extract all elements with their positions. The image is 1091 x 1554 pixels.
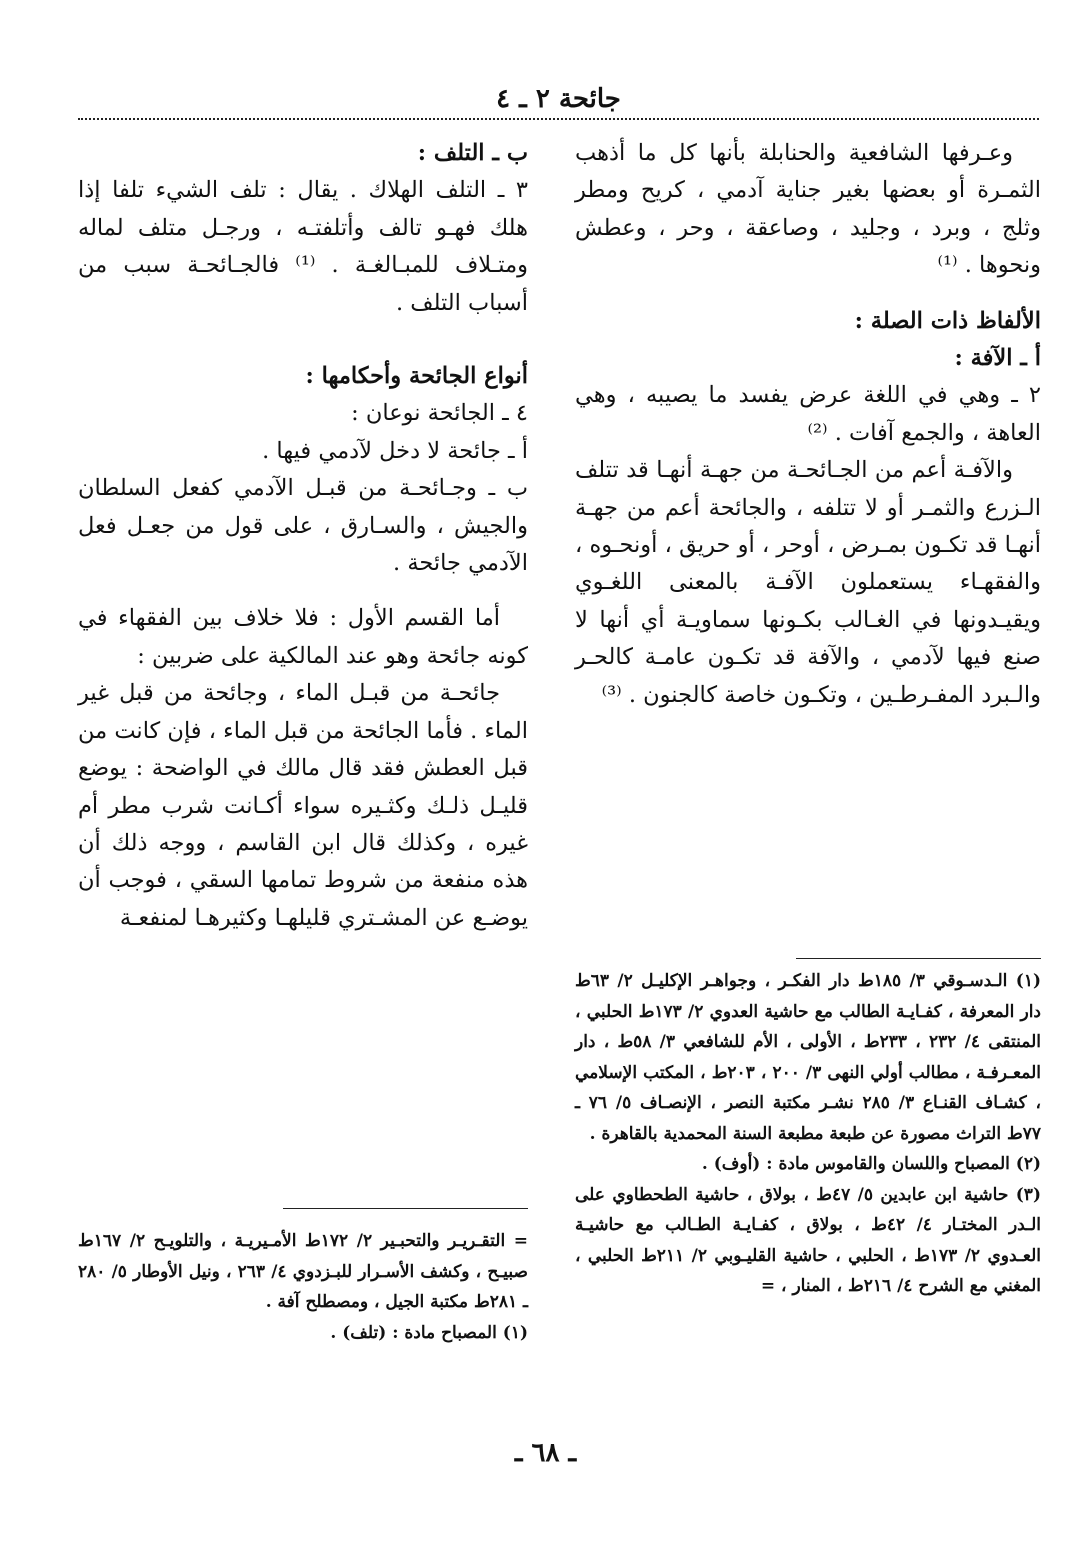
- type-a: أ ـ جائحة لا دخل لآدمي فيها .: [262, 437, 528, 464]
- paragraph-afa-comparison: والآفـة أعم من الجـائحـة من جهـة أنهـا قد تتلف الـزرع والثمـر أو لا تتلفه ، والجائحة أعم من جهـة أنهـا قد تكـون بمـرض ، أوحر ، أو حريق ، أونحـوه ، والفقهـاء يستعملون الآفـة بالمعنى اللغـوي ويقيـدونها في الغـالب بكـونها سماويـة أي أنها لا صنع فيها لآدمي ، والآفة قد تكـون عامـة كالحـر والـبرد المفـرطـين ، وتكـون خاصة كالجنون . ⁽³⁾: [575, 457, 1041, 708]
- paragraph-two-kinds: جائحـة من قبـل الماء ، وجائحة من قبل غير الماء . فأما الجائحة من قبل الماء ، فإن كانت من قبل العطش فقد قال مالك في الواضحة : يوضع قليـل ذلـك وكثـيره سواء أكـانت شرب مطر أم غيره ، وكذلك قال ابن القاسم ، ووجه ذلك أن هذه منفعة من شروط تمامها السقي ، فوجب أن يوضـع عن المشـتري قليلهـا وكثيرهـا لمنفعـة: [78, 680, 528, 931]
- heading-afa: أ ـ الآفة :: [954, 345, 1041, 372]
- footnote-item: (١) المصباح مادة : (تلف) .: [330, 1322, 528, 1343]
- heading-types: أنواع الجائحة وأحكامها :: [305, 363, 528, 390]
- paragraph-4: ٤ ـ الجائحة نوعان :: [351, 400, 528, 427]
- type-b: ب ـ وجـائحـة من قبـل الآدمي كفعل السلطان والجيش ، والسـارق ، على قول من جعـل فعل الآدمي جائحة .: [78, 475, 528, 577]
- right-column: [575, 135, 1041, 714]
- paragraph-3: ٣ ـ التلف الهلاك . يقال : تلف الشيء تلفا إذا هلك فهـو تالف وأتلفتـه ، ورجـل متلف لماله ومتـلاف للمبـالغـة . ⁽¹⁾ فالجـائحـة سبب من أسباب التلف .: [78, 177, 528, 316]
- heading-related-terms: الألفاظ ذات الصلة :: [854, 307, 1041, 334]
- footnote-separator-right: [796, 958, 1041, 959]
- heading-talaf: ب ـ التلف :: [417, 140, 528, 166]
- paragraph-definition: وعـرفها الشافعية والحنابلة بأنها كل ما أذهب الثمـرة أو بعضها بغير جناية آدمي ، كريح ومطر وثلج ، وبرد ، وجليد ، وصاعقة ، وحر ، وعطش ونحوها . ⁽¹⁾: [575, 140, 1041, 279]
- header-dotted-rule: [78, 118, 1039, 120]
- footnotes-right: [575, 966, 1041, 1302]
- page-number: ـ ٦٨ ـ: [514, 1438, 577, 1468]
- paragraph-first-section: أما القسم الأول : فلا خلاف بين الفقهاء في كونه جائحة وهو عند المالكية على ضربين :: [78, 605, 528, 669]
- left-column: [78, 135, 528, 937]
- running-header: جائحة ٢ ـ ٤: [496, 84, 621, 114]
- footnote-item: (٢) المصباح واللسان والقاموس مادة : (أوف) .: [701, 1154, 1041, 1174]
- paragraph-2: ٢ ـ وهي في اللغة عرض يفسد ما يصيبه ، وهي العاهة ، والجمع آفات . ⁽²⁾: [575, 382, 1041, 446]
- footnote-separator-left: [283, 1208, 528, 1209]
- footnote-item: (٣) حاشية ابن عابدين ٥/ ٤٧ط ، بولاق ، حاشية الطحطاوي على الـدر المختـار ٤/ ٤٢ط ، بولاق ، كفـايـة الطـالب مع حاشيـة العـدوي ٢/ ١٧٣ط ، الحلبي ، حاشية القليـوبي ٢/ ٢١١ط الحلبي ، المغني مع الشرح ٤/ ٢١٦ط ، المنار ، =: [575, 1184, 1041, 1296]
- footnotes-left: [78, 1226, 528, 1348]
- footnote-item: = التقـريـر والتحبـير ٢/ ١٧٢ط الأمـيريـة ، والتلويـح ٢/ ١٦٧ط صبيـح ، وكشف الأسـرار للبـزدوي ٤/ ٢٦٣ ، ونيل الأوطار ٥/ ٢٨٠ ـ ٢٨١ط مكتبة الجيل ، ومصطلح آفة .: [78, 1231, 528, 1312]
- footnote-item: (١) الـدسـوقي ٣/ ١٨٥ط دار الفكـر ، وجواهـر الإكليـل ٢/ ٦٣ط دار المعرفة ، كفـايـة الطالب مع حاشية العدوي ٢/ ١٧٣ط الحلبي ، المنتقى ٤/ ٢٣٢ ، ٢٣٣ط ، الأولى ، الأم للشافعي ٣/ ٥٨ط ، دار المعـرفـة ، مطالب أولي النهى ٣/ ٢٠٠ ، ٢٠٣ط ، المكتب الإسلامي ، كشـاف القنـاع ٣/ ٢٨٥ نشـر مكتبة النصر ، الإنصـاف ٥/ ٧٦ ـ ٧٧ط التراث مصورة عن طبعة مطبعة السنة المحمدية بالقاهرة .: [575, 971, 1041, 1144]
